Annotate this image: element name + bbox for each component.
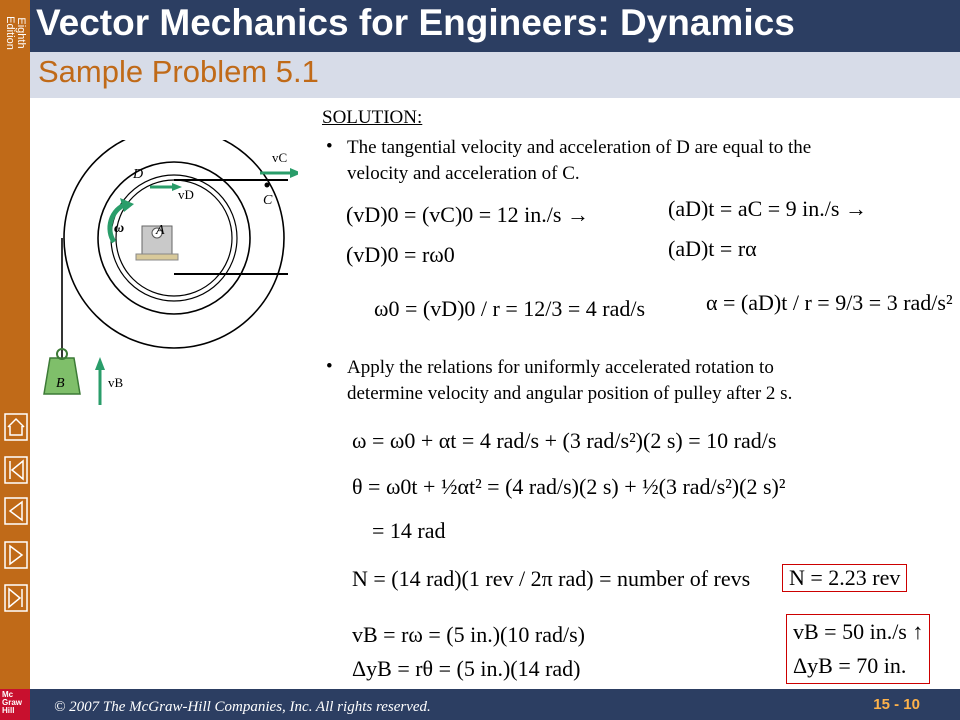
bullet-2-line-1: Apply the relations for uniformly accelerated rotation to xyxy=(347,357,774,378)
eq-vD0: (vD)0 = (vC)0 = 12 in./s → xyxy=(346,202,589,227)
eq-aDt: (aD)t = aC = 9 in./s → xyxy=(668,196,867,221)
answer-vB: vB = 50 in./s ↑ xyxy=(793,619,924,644)
slide-title: Sample Problem 5.1 xyxy=(38,54,319,89)
label-omega: ω xyxy=(114,221,125,236)
answer-N: N = 2.23 rev xyxy=(782,564,907,592)
eq-dyB: ΔyB = rθ = (5 in.)(14 rad) xyxy=(352,656,581,681)
bullet-1-line-2: velocity and acceleration of C. xyxy=(347,163,580,184)
pulley-figure xyxy=(36,140,298,420)
label-vD: vD xyxy=(178,187,194,202)
answer-vB-dyB xyxy=(786,614,930,684)
copyright: © 2007 The McGraw-Hill Companies, Inc. All rights reserved. xyxy=(54,699,431,715)
first-slide-icon[interactable] xyxy=(4,456,28,484)
edition-label: Eighth Edition xyxy=(4,16,27,50)
bullet-2-marker: • xyxy=(326,356,333,377)
sidebar xyxy=(0,0,30,720)
label-D: D xyxy=(133,167,144,182)
next-slide-icon[interactable] xyxy=(4,541,28,569)
eq-omega: ω = ω0 + αt = 4 rad/s + (3 rad/s²)(2 s) = 10 rad/s xyxy=(352,428,777,453)
solution-heading: SOLUTION: xyxy=(322,107,423,128)
label-vC: vC xyxy=(272,150,288,165)
footer-bar xyxy=(30,689,960,720)
bullet-1-marker: • xyxy=(326,136,333,157)
home-icon[interactable] xyxy=(4,413,28,441)
last-slide-icon[interactable] xyxy=(4,584,28,612)
book-title: Vector Mechanics for Engineers: Dynamics xyxy=(36,2,795,43)
label-vB: vB xyxy=(108,375,124,390)
eq-vB: vB = rω = (5 in.)(10 rad/s) xyxy=(352,622,585,647)
bullet-1-line-1: The tangential velocity and acceleration of D are equal to the xyxy=(347,137,812,158)
eq-theta-result: = 14 rad xyxy=(372,518,446,543)
eq-omega0: ω0 = (vD)0 / r = 12/3 = 4 rad/s xyxy=(374,296,646,321)
eq-alpha: α = (aD)t / r = 9/3 = 3 rad/s² xyxy=(706,290,953,315)
page-number: 15 - 10 xyxy=(873,696,920,713)
previous-slide-icon[interactable] xyxy=(4,497,28,525)
label-C: C xyxy=(263,193,273,208)
label-A: A xyxy=(156,223,165,238)
answer-dyB: ΔyB = 70 in. xyxy=(793,653,907,678)
eq-theta: θ = ω0t + ½αt² = (4 rad/s)(2 s) + ½(3 rad/s²)(2 s)² xyxy=(352,474,786,499)
eq-aDt-r-alpha: (aD)t = rα xyxy=(668,236,757,261)
eq-N: N = (14 rad)(1 rev / 2π rad) = number of revs xyxy=(352,566,751,591)
slide-title-bar xyxy=(30,52,960,98)
title-bar xyxy=(30,0,960,52)
label-B: B xyxy=(56,376,65,391)
bullet-2-line-2: determine velocity and angular position of pulley after 2 s. xyxy=(347,383,793,404)
eq-vD0-r-omega: (vD)0 = rω0 xyxy=(346,242,455,267)
mcgraw-hill-logo: Mc Graw Hill xyxy=(0,689,30,720)
